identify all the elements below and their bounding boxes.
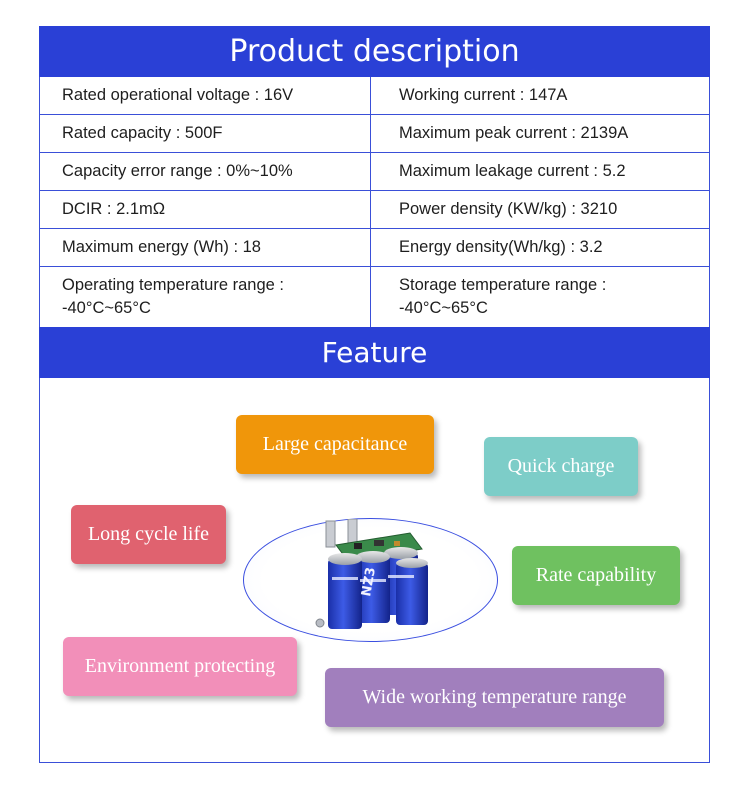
spec-cell-left: DCIR : 2.1mΩ (40, 191, 371, 228)
tag-rate-capability: Rate capability (512, 546, 680, 605)
product-brand-label: NZ3 (359, 566, 380, 598)
storage-temperature-value: -40°C~65°C (399, 299, 488, 317)
spec-cell-left: Capacity error range : 0%~10% (40, 153, 371, 190)
spec-cell-left: Maximum energy (Wh) : 18 (40, 229, 371, 266)
spec-row (40, 153, 709, 191)
spec-row (40, 267, 709, 327)
tag-wide-working-temperature-range: Wide working temperature range (325, 668, 664, 727)
spec-row (40, 115, 709, 153)
supercapacitor-module-image (244, 519, 499, 643)
tag-long-cycle-life: Long cycle life (71, 505, 226, 564)
spec-table (39, 77, 710, 327)
tag-quick-charge: Quick charge (484, 437, 638, 496)
spec-cell-left: Rated capacity : 500F (40, 115, 371, 152)
spec-row (40, 77, 709, 115)
tag-large-capacitance: Large capacitance (236, 415, 434, 474)
spec-cell-right (371, 267, 709, 327)
spec-cell-left: Rated operational voltage : 16V (40, 77, 371, 114)
feature-title: Feature (321, 336, 428, 369)
spec-cell-right: Working current : 147A (399, 86, 568, 104)
spec-row (40, 191, 709, 229)
product-image-frame (243, 518, 498, 642)
spec-cell-left (40, 267, 371, 327)
operating-temperature-value: -40°C~65°C (62, 299, 151, 317)
product-description-title: Product description (229, 34, 520, 69)
storage-temperature-label: Storage temperature range : (399, 276, 607, 294)
spec-cell-right: Energy density(Wh/kg) : 3.2 (399, 238, 603, 256)
spec-row (40, 229, 709, 267)
spec-cell-right: Maximum leakage current : 5.2 (399, 162, 626, 180)
spec-cell-right: Maximum peak current : 2139A (399, 124, 629, 142)
feature-banner (39, 327, 710, 378)
tag-environment-protecting: Environment protecting (63, 637, 297, 696)
operating-temperature-label: Operating temperature range : (62, 276, 284, 294)
product-description-banner (39, 26, 710, 77)
spec-cell-right: Power density (KW/kg) : 3210 (399, 200, 618, 218)
